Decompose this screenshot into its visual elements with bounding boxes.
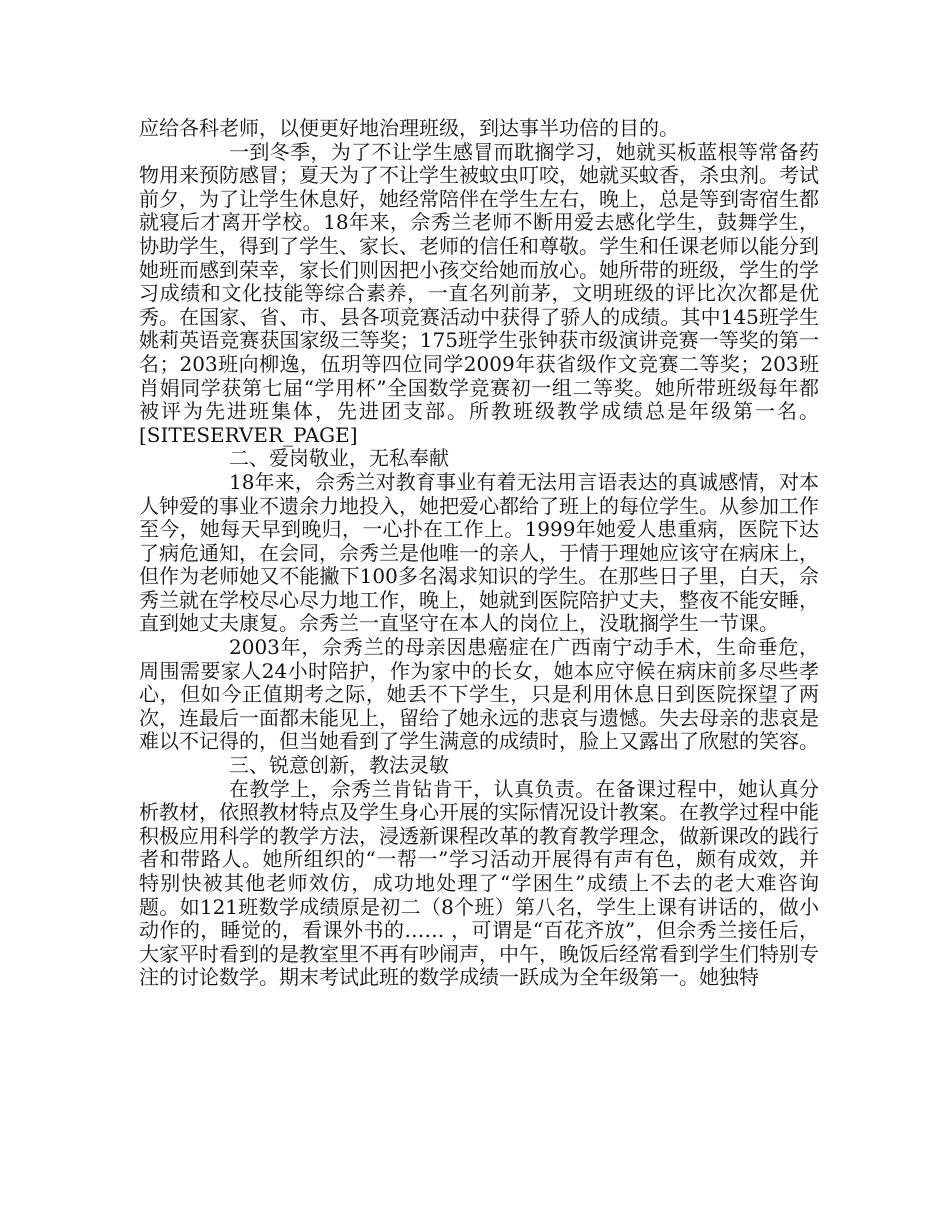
- paragraph-1: 应给各科老师，以便更好地治理班级，到达事半功倍的目的。: [139, 116, 679, 140]
- paragraph-5: 在教学上，佘秀兰肯钻肯干，认真负责。在备课过程中，她认真分析教材，依照教材特点及学生身心开展的实际情况设计教案。在教学过程中能积极应用科学的教学方法，浸透新课程改革的教育教学理念，做新课改的践行者和带路人。她所组织的“一帮一”学习活动开展得有声有色，颇有成效，并特别快被其他老师效仿，成功地处理了“学困生”成绩上不去的老大难咨询题。如121班数学成绩原是初二（8个班）第八名，学生上课有讲话的，做小动作的，睡觉的，看课外书的…… ，可谓是“百花齐放”，但佘秀兰接任后，大家平时看到的是教室里不再有吵闹声，中午，晚饭后经常看到学生们特别专注的讨论数学。期末考试此班的数学成绩一跃成为全年级第一。她独特: [139, 776, 819, 990]
- document-page: [139, 117, 819, 990]
- paragraph-4: 2003年，佘秀兰的母亲因患癌症在广西南宁动手术，生命垂危，周围需要家人24小时陪护，作为家中的长女，她本应守候在病床前多尽些孝心，但如今正值期考之际，她丢不下学生，只是利用休息日到医院探望了两次，连最后一面都未能见上，留给了她永远的悲哀与遗憾。失去母亲的悲哀是难以不记得的，但当她看到了学生满意的成绩时，脸上又露出了欣慰的笑容。: [139, 635, 819, 754]
- paragraph-2: 一到冬季，为了不让学生感冒而耽搁学习，她就买板蓝根等常备药物用来预防感冒；夏天为了不让学生被蚊虫叮咬，她就买蚊香，杀虫剂。考试前夕，为了让学生休息好，她经常陪伴在学生左右，晚上，总是等到寄宿生都就寝后才离开学校。18年来，佘秀兰老师不断用爱去感化学生，鼓舞学生，协助学生，得到了学生、家长、老师的信任和尊敬。学生和任课老师以能分到她班而感到荣幸，家长们则因把小孩交给她而放心。她所带的班级，学生的学习成绩和文化技能等综合素养，一直名列前茅，文明班级的评比次次都是优秀。在国家、省、市、县各项竞赛活动中获得了骄人的成绩。其中145班学生姚莉英语竞赛获国家级三等奖；175班学生张钟获市级演讲竞赛一等奖的第一名；203班向柳逸，伍玥等四位同学2009年获省级作文竞赛二等奖；203班肖娟同学获第七届“学用杯”全国数学竞赛初一组二等奖。她所带班级每年都被评为先进班集体，先进团支部。所教班级教学成绩总是年级第一名。[SITESERVER_PAGE]: [139, 139, 819, 447]
- section-heading-3: 三、锐意创新，教法灵敏: [229, 753, 449, 778]
- paragraph-3: 18年来，佘秀兰对教育事业有着无法用言语表达的真诚感情，对本人钟爱的事业不遗余力地投入，她把爱心都给了班上的每位学生。从参加工作至今，她每天早到晚归，一心扑在工作上。1999年她爱人患重病，医院下达了病危通知，在会同，佘秀兰是他唯一的亲人，于情于理她应该守在病床上，但作为老师她又不能撇下100多名渴求知识的学生。在那些日子里，白天，佘秀兰就在学校尽心尽力地工作，晚上，她就到医院陪护丈夫，整夜不能安睡，直到她丈夫康复。佘秀兰一直坚守在本人的岗位上，没耽搁学生一节课。: [139, 469, 819, 636]
- section-heading-2: 二、爱岗敬业，无私奉献: [229, 446, 449, 471]
